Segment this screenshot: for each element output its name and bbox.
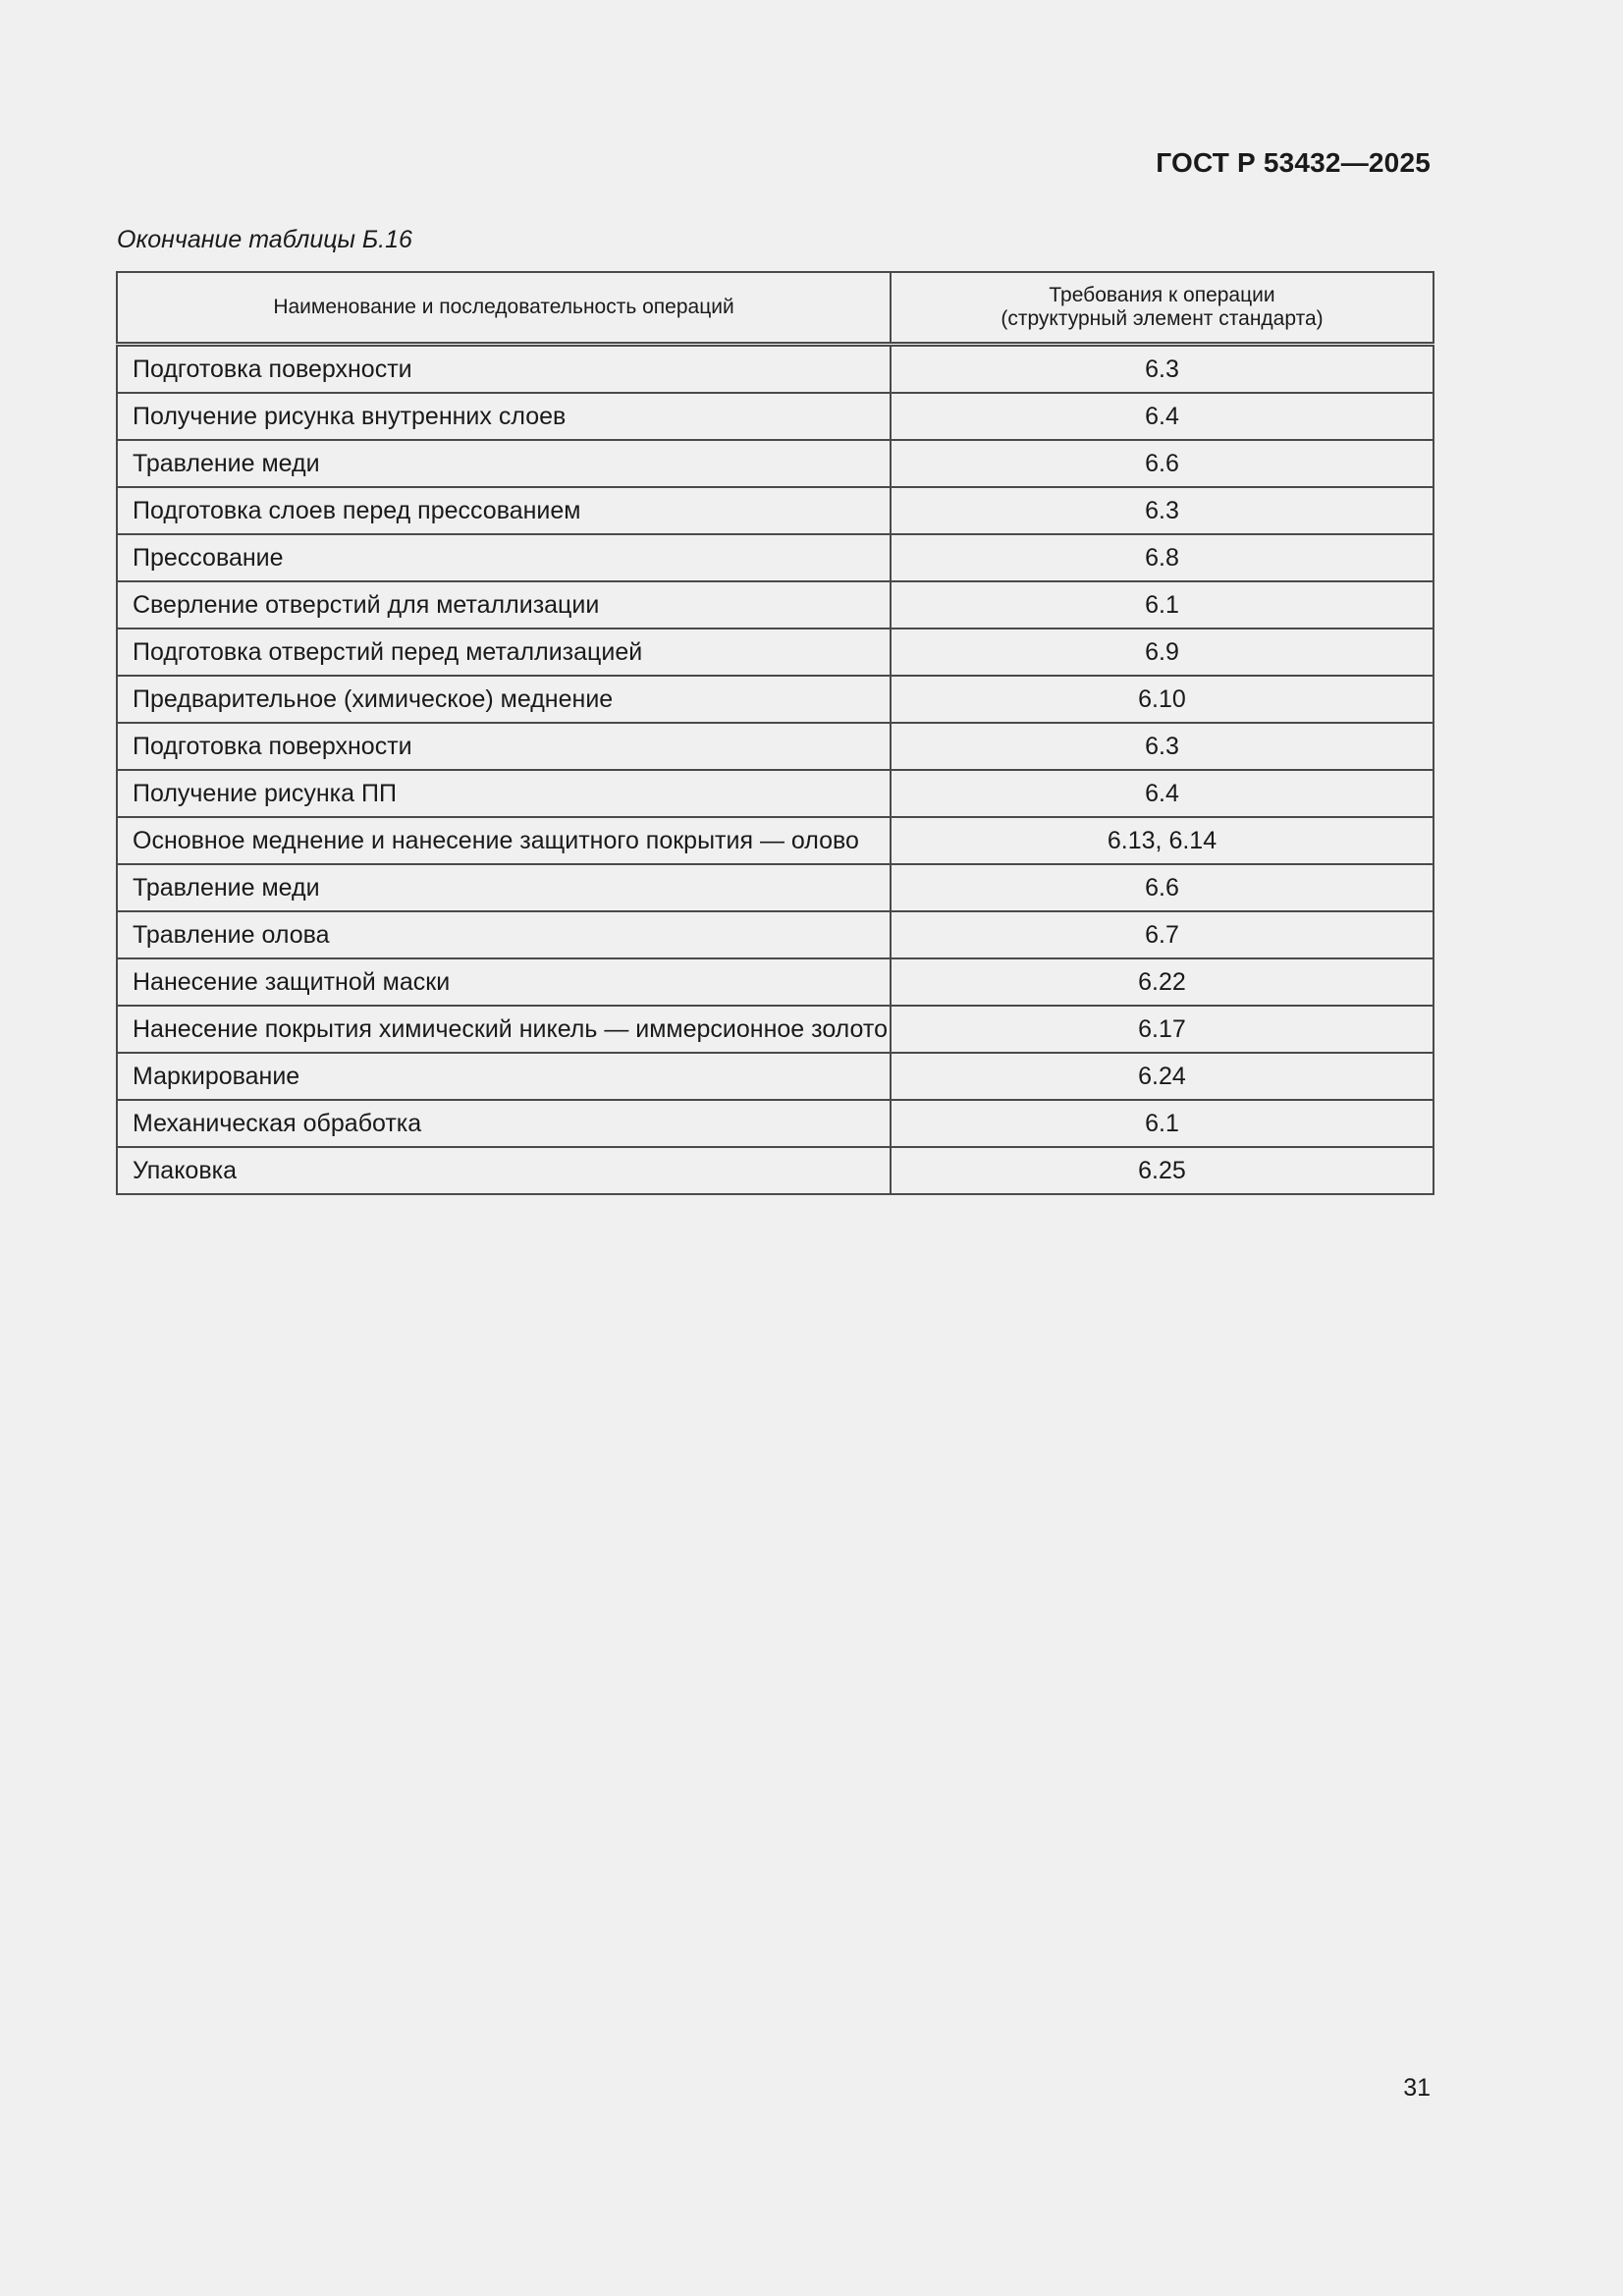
requirement-ref: 6.3 bbox=[891, 723, 1434, 770]
table-row bbox=[117, 534, 1434, 581]
table-row bbox=[117, 723, 1434, 770]
requirement-ref: 6.1 bbox=[891, 1100, 1434, 1147]
requirement-ref: 6.4 bbox=[891, 393, 1434, 440]
table-row bbox=[117, 1006, 1434, 1053]
operation-name: Предварительное (химическое) меднение bbox=[117, 676, 891, 723]
operation-name: Подготовка отверстий перед металлизацией bbox=[117, 629, 891, 676]
operation-name: Маркирование bbox=[117, 1053, 891, 1100]
operation-name: Подготовка поверхности bbox=[117, 345, 891, 394]
header-requirements-line2: (структурный элемент стандарта) bbox=[1001, 307, 1324, 330]
table-body bbox=[117, 345, 1434, 1195]
table-caption: Окончание таблицы Б.16 bbox=[117, 226, 412, 253]
operation-name: Нанесение покрытия химический никель — иммерсионное золото bbox=[117, 1006, 891, 1053]
header-requirements bbox=[891, 272, 1434, 345]
requirement-ref: 6.6 bbox=[891, 440, 1434, 487]
requirement-ref: 6.22 bbox=[891, 958, 1434, 1006]
operation-name: Нанесение защитной маски bbox=[117, 958, 891, 1006]
table-row bbox=[117, 440, 1434, 487]
operation-name: Получение рисунка внутренних слоев bbox=[117, 393, 891, 440]
table-row bbox=[117, 345, 1434, 394]
table-row bbox=[117, 487, 1434, 534]
operation-name: Травление меди bbox=[117, 440, 891, 487]
requirement-ref: 6.17 bbox=[891, 1006, 1434, 1053]
document-code: ГОСТ Р 53432—2025 bbox=[1156, 147, 1431, 178]
requirement-ref: 6.25 bbox=[891, 1147, 1434, 1194]
requirement-ref: 6.1 bbox=[891, 581, 1434, 629]
requirement-ref: 6.24 bbox=[891, 1053, 1434, 1100]
requirement-ref: 6.3 bbox=[891, 345, 1434, 394]
operations-table bbox=[116, 271, 1434, 1195]
table-row bbox=[117, 1100, 1434, 1147]
header-operation-name: Наименование и последовательность операций bbox=[117, 272, 891, 345]
requirement-ref: 6.10 bbox=[891, 676, 1434, 723]
table-row bbox=[117, 817, 1434, 864]
requirement-ref: 6.6 bbox=[891, 864, 1434, 911]
table-header-row bbox=[117, 272, 1434, 345]
operation-name: Подготовка поверхности bbox=[117, 723, 891, 770]
table-row bbox=[117, 676, 1434, 723]
table-row bbox=[117, 1147, 1434, 1194]
operation-name: Получение рисунка ПП bbox=[117, 770, 891, 817]
table-row bbox=[117, 911, 1434, 958]
requirement-ref: 6.3 bbox=[891, 487, 1434, 534]
operation-name: Травление олова bbox=[117, 911, 891, 958]
operation-name: Травление меди bbox=[117, 864, 891, 911]
operation-name: Механическая обработка bbox=[117, 1100, 891, 1147]
table-row bbox=[117, 1053, 1434, 1100]
table-row bbox=[117, 958, 1434, 1006]
table-row bbox=[117, 393, 1434, 440]
table-row bbox=[117, 629, 1434, 676]
page-number: 31 bbox=[1403, 2074, 1431, 2102]
operation-name: Упаковка bbox=[117, 1147, 891, 1194]
operation-name: Основное меднение и нанесение защитного покрытия — олово bbox=[117, 817, 891, 864]
requirement-ref: 6.9 bbox=[891, 629, 1434, 676]
requirement-ref: 6.7 bbox=[891, 911, 1434, 958]
requirement-ref: 6.13, 6.14 bbox=[891, 817, 1434, 864]
operation-name: Сверление отверстий для металлизации bbox=[117, 581, 891, 629]
table-row bbox=[117, 581, 1434, 629]
requirement-ref: 6.4 bbox=[891, 770, 1434, 817]
header-requirements-line1: Требования к операции bbox=[1049, 284, 1275, 306]
requirement-ref: 6.8 bbox=[891, 534, 1434, 581]
table-row bbox=[117, 864, 1434, 911]
operation-name: Прессование bbox=[117, 534, 891, 581]
operation-name: Подготовка слоев перед прессованием bbox=[117, 487, 891, 534]
table-row bbox=[117, 770, 1434, 817]
